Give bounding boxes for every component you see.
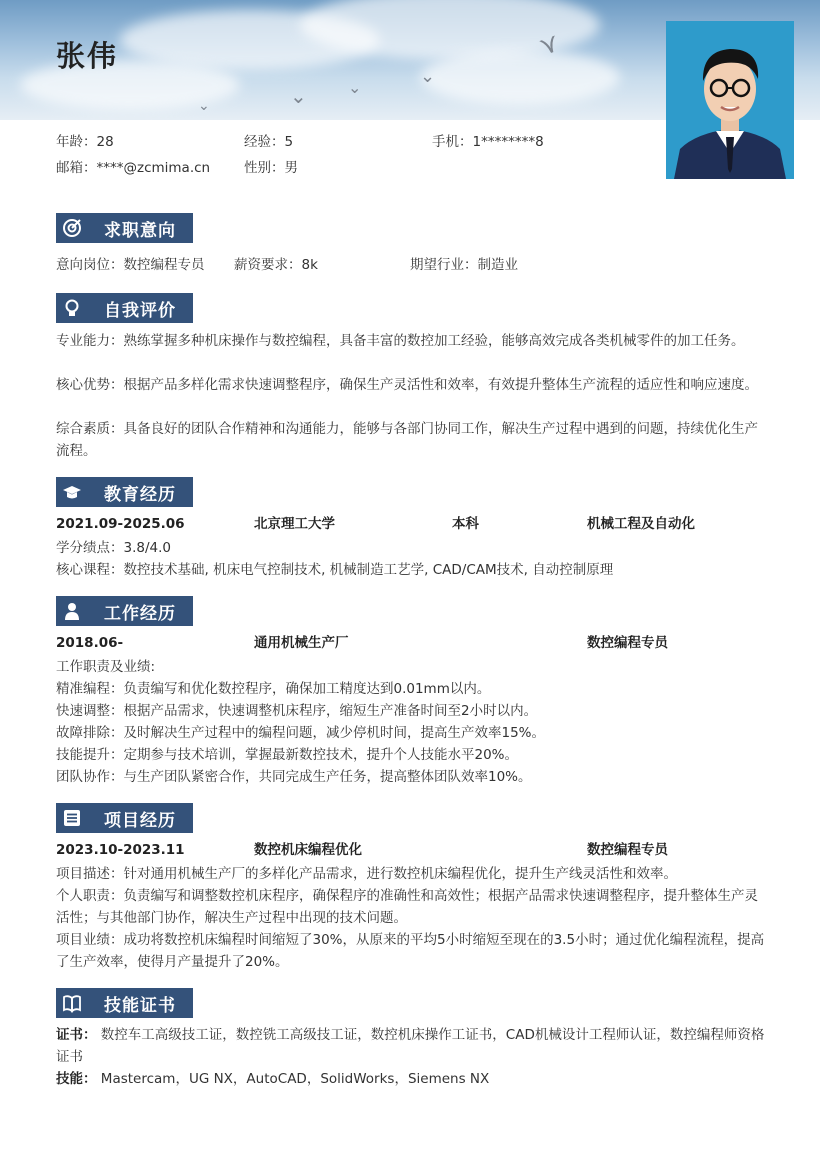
cert-text: 数控车工高级技工证，数控铣工高级技工证，数控机床操作工证书，CAD机械设计工程师认证，数控编程师资格证书 xyxy=(56,1027,765,1065)
work-company: 通用机械生产厂 xyxy=(254,635,349,651)
list-icon xyxy=(62,808,82,828)
project-name: 数控机床编程优化 xyxy=(254,842,362,858)
work-item: 团队协作：与生产团队紧密合作，共同完成生产任务，提高整体团队效率10%。 xyxy=(56,769,532,785)
section-header-project xyxy=(56,803,193,833)
section-header-self xyxy=(56,293,193,323)
project-item: 个人职责：负责编写和调整数控机床程序，确保程序的准确性和高效性；根据产品需求快速调整程序，提升整体生产灵活性；与其他部门协作，解决生产过程中出现的技术问题。 xyxy=(56,888,758,926)
work-item: 技能提升：定期参与技术培训，掌握最新数控技术，提升个人技能水平20%。 xyxy=(56,747,519,763)
section-title: 技能证书 xyxy=(104,996,176,1016)
education-degree: 本科 xyxy=(452,516,479,532)
email-text: 邮箱：****@zcmima.cn xyxy=(56,160,211,176)
work-role: 数控编程专员 xyxy=(587,635,668,651)
project-role: 数控编程专员 xyxy=(587,842,668,858)
skills-certificates xyxy=(56,1024,766,1068)
self-eval-item: 综合素质：具备良好的团队合作精神和沟通能力，能够与各部门协同工作，解决生产过程中遇到的问题，持续优化生产流程。 xyxy=(56,421,758,459)
project-item: 项目描述：针对通用机械生产厂的多样化产品需求，进行数控机床编程优化，提升生产线灵活性和效率。 xyxy=(56,866,677,882)
section-title: 教育经历 xyxy=(104,485,176,505)
graduation-cap-icon xyxy=(62,482,82,502)
book-icon xyxy=(62,993,82,1013)
intent-salary: 薪资要求：8k xyxy=(234,257,318,273)
work-item: 精准编程：负责编写和优化数控程序，确保加工精度达到0.01mm以内。 xyxy=(56,681,491,697)
intent-industry: 期望行业：制造业 xyxy=(410,257,518,273)
self-eval-item: 核心优势：根据产品多样化需求快速调整程序，确保生产灵活性和效率，有效提升整体生产流程的适应性和响应速度。 xyxy=(56,377,758,393)
lightbulb-icon xyxy=(62,298,82,318)
section-title: 项目经历 xyxy=(104,811,176,831)
education-major: 机械工程及自动化 xyxy=(587,516,695,532)
project-period: 2023.10-2023.11 xyxy=(56,842,185,858)
work-item: 故障排除：及时解决生产过程中的编程问题，减少停机时间，提高生产效率15%。 xyxy=(56,725,546,741)
gender-text: 性别：男 xyxy=(244,160,298,176)
target-icon xyxy=(62,218,82,238)
skill-text: Mastercam，UG NX，AutoCAD，SolidWorks，Siemens NX xyxy=(100,1071,490,1087)
section-header-intent xyxy=(56,213,193,243)
education-gpa: 学分绩点：3.8/4.0 xyxy=(56,540,171,556)
education-courses: 核心课程：数控技术基础, 机床电气控制技术, 机械制造工艺学, CAD/CAM技术, 自动控制原理 xyxy=(56,562,614,578)
work-period: 2018.06- xyxy=(56,635,124,651)
section-header-skills xyxy=(56,988,193,1018)
section-header-work xyxy=(56,596,193,626)
section-title: 工作经历 xyxy=(104,604,176,624)
profile-photo xyxy=(666,21,794,179)
avatar-illustration xyxy=(666,21,794,179)
person-icon xyxy=(62,601,82,621)
education-period: 2021.09-2025.06 xyxy=(56,516,185,532)
work-intro: 工作职责及业绩: xyxy=(56,659,156,675)
education-school: 北京理工大学 xyxy=(254,516,335,532)
intent-position: 意向岗位：数控编程专员 xyxy=(56,257,205,273)
candidate-name: 张伟 xyxy=(56,39,119,73)
experience-text: 经验：5 xyxy=(244,134,294,150)
cert-label: 证书： xyxy=(56,1027,97,1043)
section-title: 求职意向 xyxy=(104,221,176,241)
self-eval-item: 专业能力：熟练掌握多种机床操作与数控编程，具备丰富的数控加工经验，能够高效完成各类机械零件的加工任务。 xyxy=(56,333,745,349)
age-text: 年龄：28 xyxy=(56,134,114,150)
project-item: 项目业绩：成功将数控机床编程时间缩短了30%，从原来的平均5小时缩短至现在的3.5小时；通过优化编程流程，提高了生产效率，使得月产量提升了20%。 xyxy=(56,932,765,970)
section-title: 自我评价 xyxy=(104,301,176,321)
skills-tools xyxy=(56,1068,766,1090)
section-header-education xyxy=(56,477,193,507)
phone-text: 手机：1********8 xyxy=(432,134,544,150)
work-item: 快速调整：根据产品需求，快速调整机床程序，缩短生产准备时间至2小时以内。 xyxy=(56,703,538,719)
skill-label: 技能： xyxy=(56,1071,97,1087)
header-banner: ⋎ ⌄ ⌄ ⌄ ⌄ xyxy=(0,0,820,120)
